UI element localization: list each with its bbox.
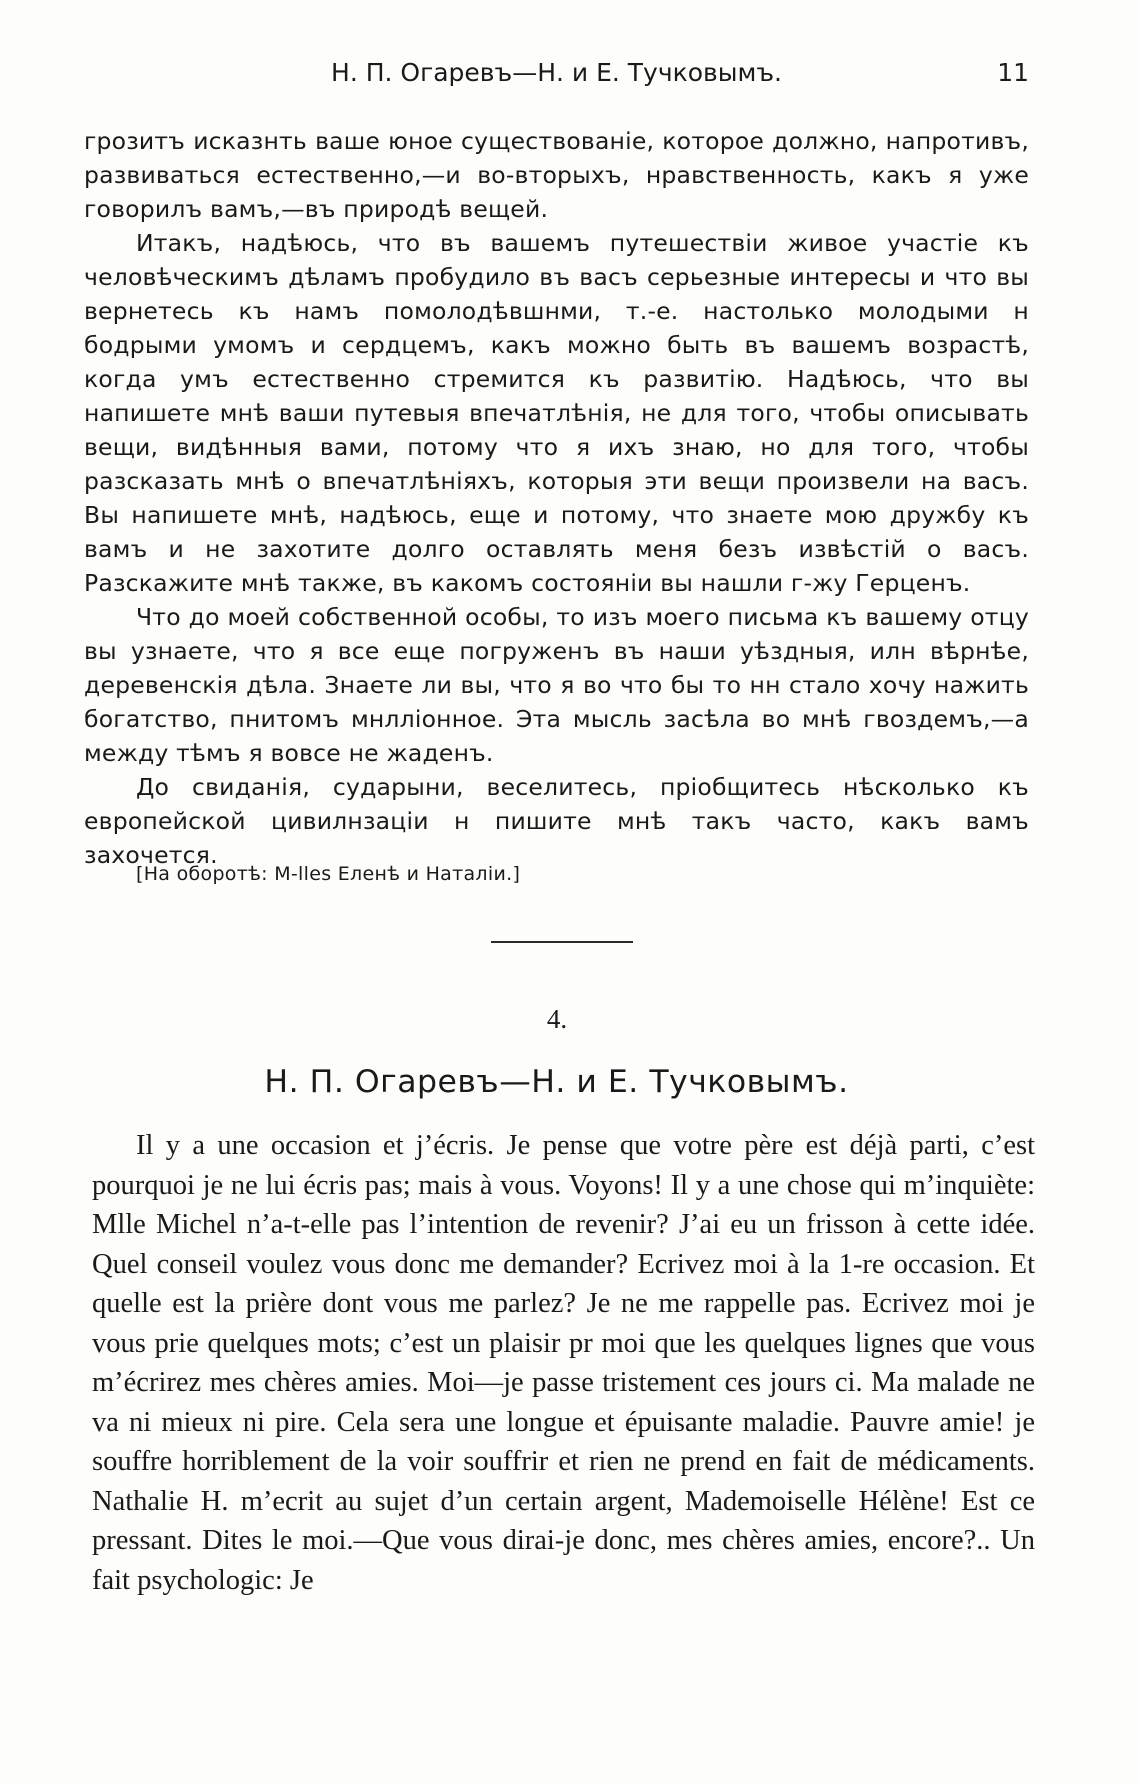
endorsement-note: [На оборотѣ: M-lles Еленѣ и Наталіи.]: [136, 863, 521, 885]
letter-3-body: [84, 124, 1029, 872]
running-head: [84, 58, 1029, 98]
page-number: 11: [997, 58, 1029, 87]
letter-heading: Н. П. Огаревъ—Н. и Е. Тучковымъ.: [264, 1064, 849, 1100]
paragraph: грозитъ исказнть ваше юное существованіе, которое должно, напротивъ, развиваться естественно,—и во-вторыхъ, нравственность, какъ я уже говорилъ вамъ,—въ природѣ вещей.: [84, 127, 1029, 223]
section-divider: [491, 941, 633, 943]
letter-number: 4.: [546, 1004, 568, 1034]
letter-4-body: [92, 1126, 1035, 1600]
running-title: Н. П. Огаревъ—Н. и Е. Тучковымъ.: [331, 58, 782, 87]
paragraph: Что до моей собственной особы, то изъ моего письма къ вашему отцу вы узнаете, что я все еще погруженъ въ наши уѣздныя, илн вѣрнѣе, деревенскія дѣла. Знаете ли вы, что я во что бы то нн стало хочу нажить богатство, пнитомъ мнлліонное. Эта мысль засѣла во мнѣ гвоздемъ,—а между тѣмъ я вовсе не жаденъ.: [84, 603, 1029, 767]
paragraph: Il y a une occasion et j’écris. Je pense que votre père est déjà parti, c’est pourquoi je ne lui écris pas; mais à vous. Voyons! Il y a une chose qui m’inquiète: Mlle Michel n’a-t-elle pas l’intention de revenir? J’ai eu un frisson à cette idée. Quel conseil voulez vous donc me demander? Ecrivez moi à la 1-re occasion. Et quelle est la prière dont vous me parlez? Je ne me rappelle pas. Ecrivez moi je vous prie quelques mots; c’est un plaisir pr moi que les quelques lignes que vous m’écrirez mes chères amies. Moi—je passe tristement ces jours ci. Ma malade ne va ni mieux ni pire. Cela sera une longue et épuisante maladie. Pauvre amie! je souffre horriblement de la voir souffrir et rien ne prend en fait de médicaments. Nathalie H. m’ecrit au sujet d’un certain argent, Mademoiselle Hélène! Est ce pressant. Dites le moi.—Que vous dirai-je donc, mes chères amies, encore?.. Un fait psychologic: Je: [92, 1130, 1035, 1596]
paragraph: Итакъ, надѣюсь, что въ вашемъ путешествіи живое участіе къ человѣческимъ дѣламъ пробудило въ васъ серьезные интересы и что вы вернетесь къ намъ помолодѣвшнми, т.-е. настолько молодыми н бодрыми умомъ и сердцемъ, какъ можно быть въ вашемъ возрастѣ, когда умъ естественно стремится къ развитію. Надѣюсь, что вы напишете мнѣ ваши путевыя впечатлѣнія, не для того, чтобы описывать вещи, видѣнныя вами, потому что я ихъ знаю, но для того, чтобы разсказать мнѣ о впечатлѣніяхъ, которыя эти вещи произвели на васъ. Вы напишете мнѣ, надѣюсь, еще и потому, что знаете мою дружбу къ вамъ и не захотите долго оставлять меня безъ извѣстій о васъ. Разскажите мнѣ также, въ какомъ состояніи вы нашли г-жу Герценъ.: [84, 229, 1029, 597]
paragraph: До свиданія, сударыни, веселитесь, пріобщитесь нѣсколько къ европейской цивилнзаціи н пишите мнѣ такъ часто, какъ вамъ захочется.: [84, 773, 1029, 869]
